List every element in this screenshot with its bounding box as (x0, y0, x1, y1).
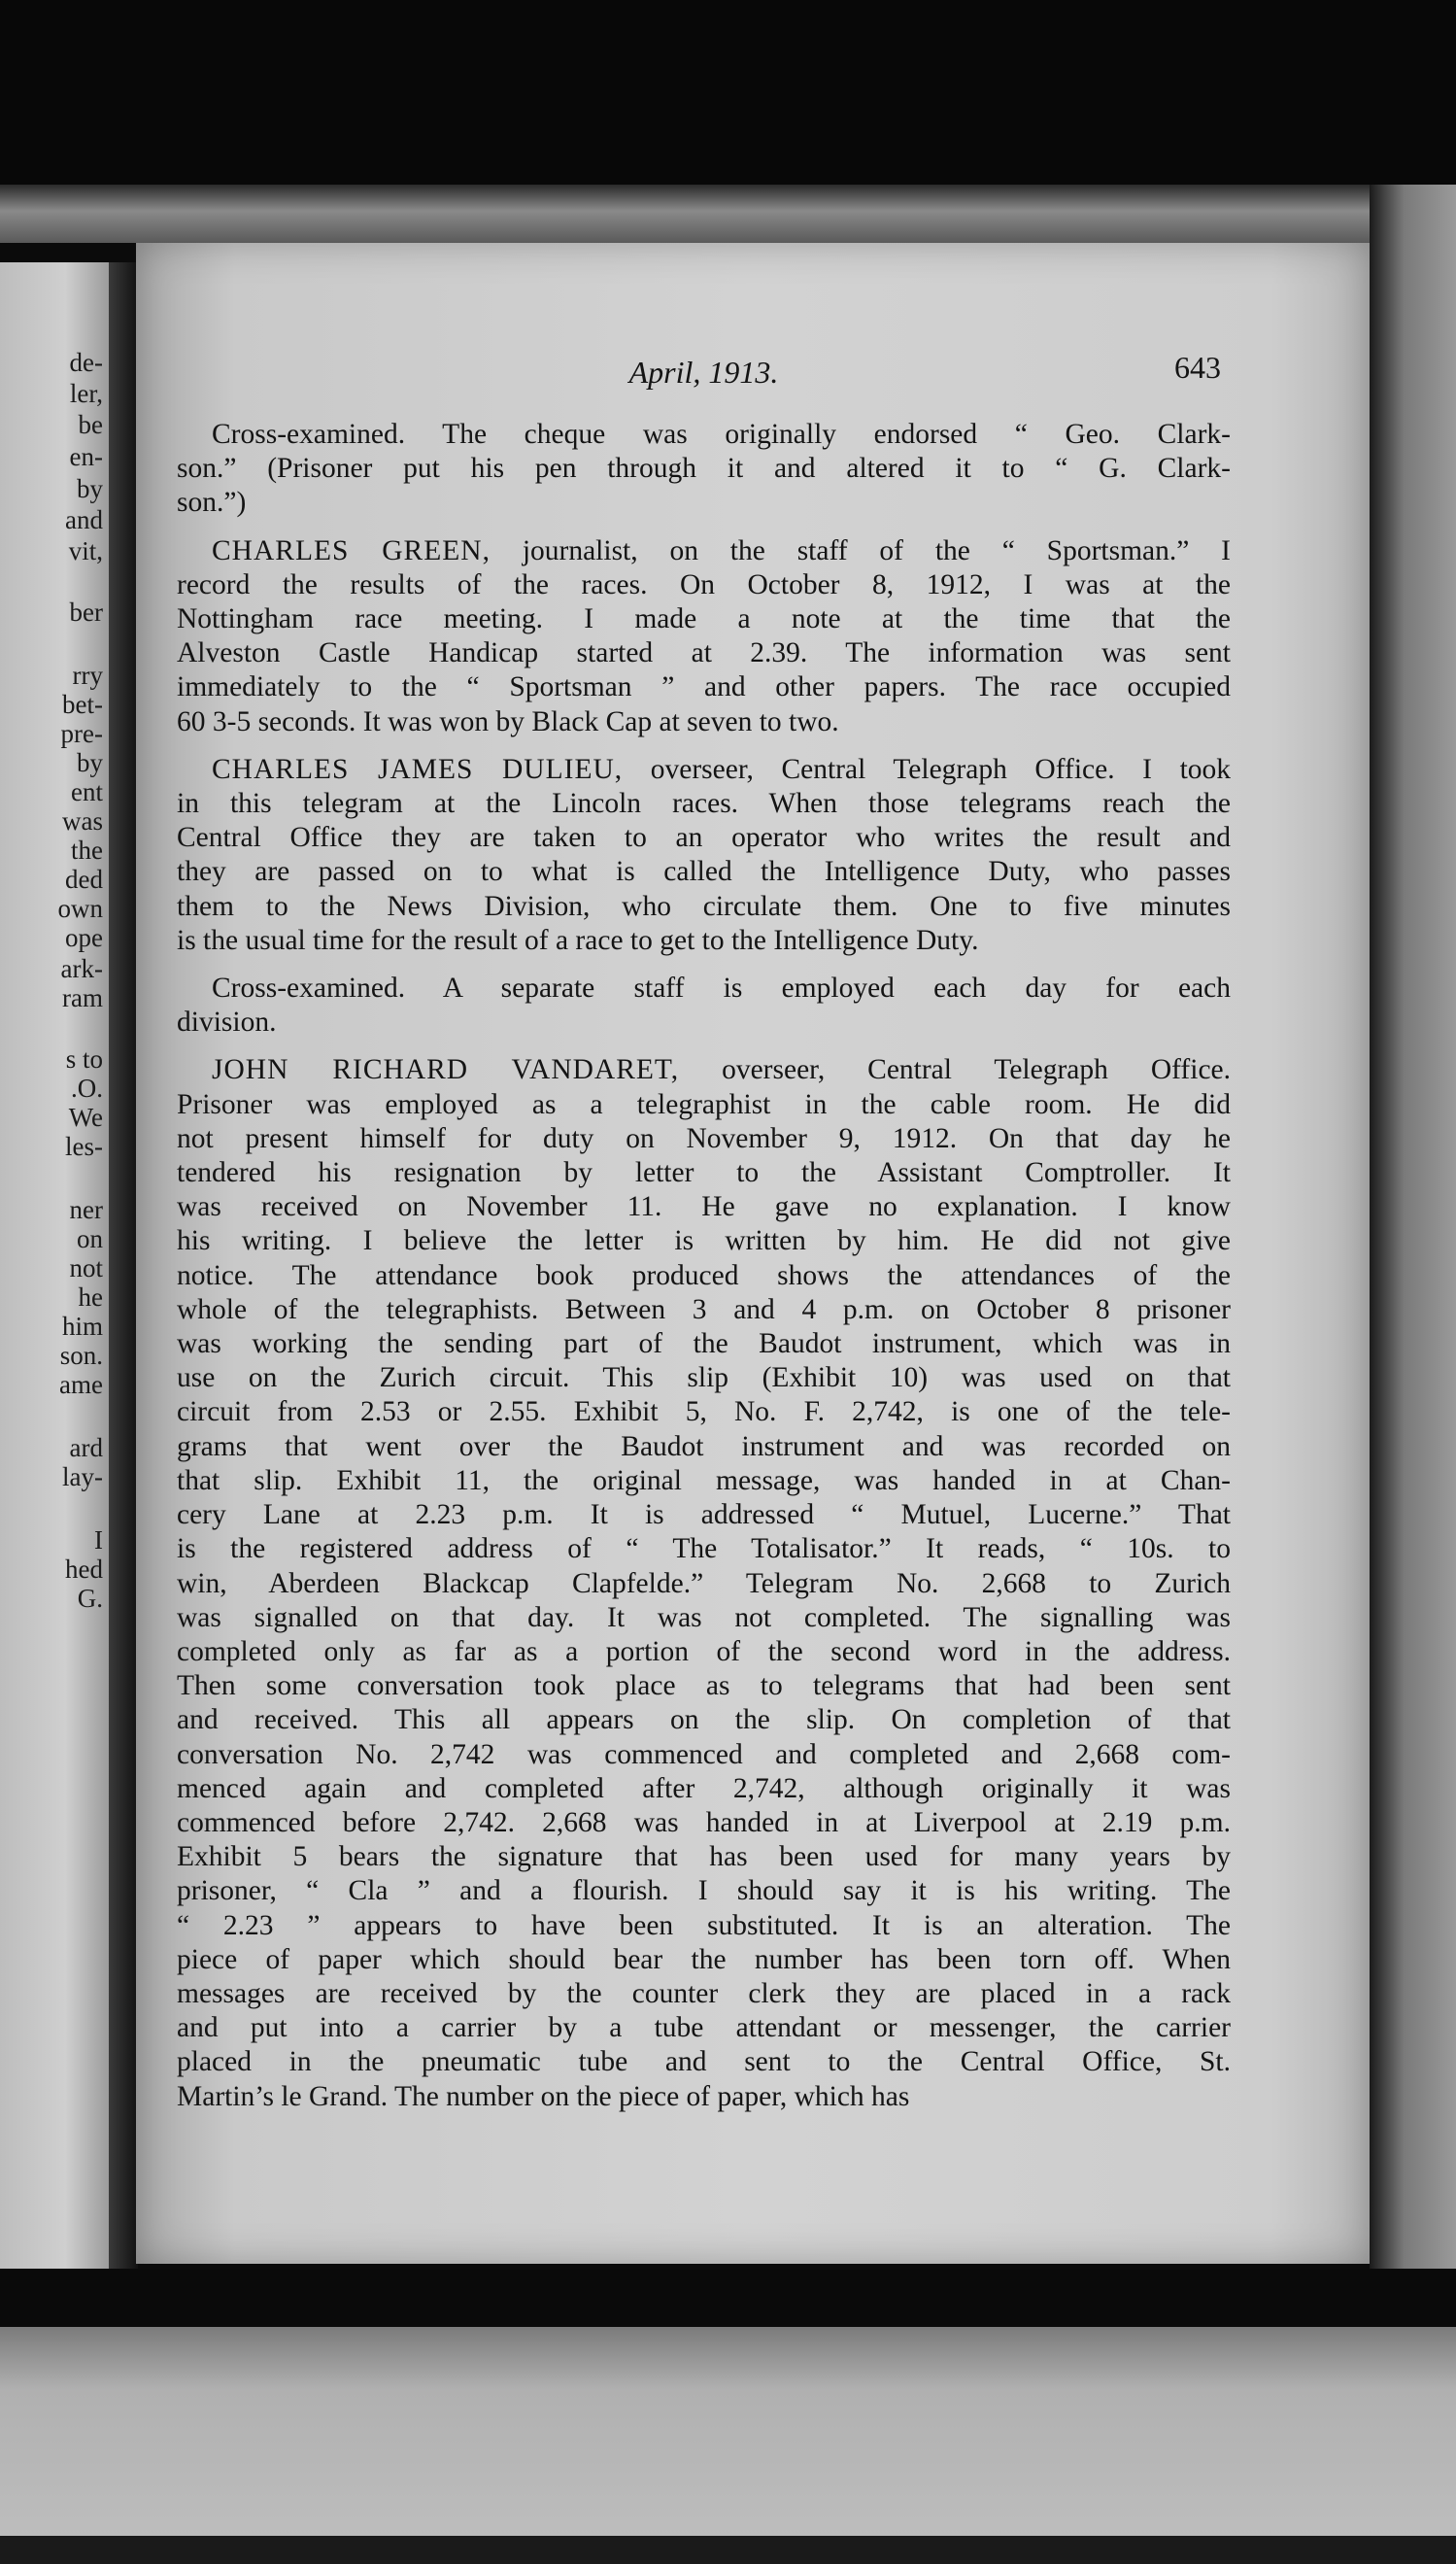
left-page-fragment: the (71, 836, 103, 865)
paragraph (177, 534, 1231, 739)
text-line: whole of the telegraphists. Between 3 and 4 p.m. on October 8 prisoner (177, 1293, 1231, 1325)
text-line (177, 534, 1231, 568)
text-line: record the results of the races. On October 8, 1912, I was at the (177, 568, 1231, 600)
line-text: journalist, on the staff of the “ Sportsman.” I (522, 534, 1232, 566)
left-page-fragment: G. (77, 1584, 103, 1613)
text-line: Cross-examined. The cheque was originally endorsed “ Geo. Clark- (212, 419, 1231, 450)
text-line: and received. This all appears on the slip. On completion of that (177, 1704, 1231, 1736)
left-page-fragment: s to (65, 1044, 103, 1074)
paragraph (177, 418, 1231, 521)
bottom-edge (0, 2536, 1456, 2564)
left-page-fragment: ber (69, 598, 103, 627)
text-line: Exhibit 5 bears the signature that has been used for many years by (177, 1841, 1231, 1873)
page-number: 643 (1174, 350, 1221, 385)
left-page-fragment: bet- (62, 690, 103, 719)
text-line: immediately to the “ Sportsman ” and other papers. The race occupied (177, 671, 1231, 703)
text-line: Cross-examined. A separate staff is employed each day for each (212, 973, 1231, 1005)
witness-name: JOHN RICHARD VANDARET, (212, 1054, 680, 1086)
left-page-fragment: he (78, 1282, 103, 1312)
text-line: Prisoner was employed as a telegraphist in the cable room. He did (177, 1088, 1231, 1120)
left-page-fragment: .O. (71, 1074, 103, 1103)
text-line: grams that went over the Baudot instrument and was recorded on (177, 1430, 1231, 1462)
text-line: his writing. I believe the letter is written by him. He did not give (177, 1225, 1231, 1257)
paragraph (177, 972, 1231, 1040)
text-line: is the usual time for the result of a race to get to the Intelligence Duty. (177, 924, 979, 956)
left-page-fragment: be (78, 410, 103, 439)
text-line: was signalled on that day. It was not completed. The signalling was (177, 1601, 1231, 1633)
left-page-fragment: ame (59, 1370, 103, 1399)
left-page-fragment: was (62, 806, 103, 836)
left-page-fragment: lay- (62, 1462, 103, 1491)
text-line: them to the News Division, who circulate them. One to five minutes (177, 890, 1231, 922)
text-line: is the registered address of “ The Totalisator.” It reads, “ 10s. to (177, 1533, 1231, 1565)
text-line: Alveston Castle Handicap started at 2.39. The information was sent (177, 637, 1231, 669)
line-text: overseer, Central Telegraph Office. I took (650, 753, 1232, 785)
text-line: they are passed on to what is called the Intelligence Duty, who passes (177, 856, 1231, 888)
text-line: Martin’s le Grand. The number on the piece of paper, which has (177, 2080, 910, 2112)
text-line: Then some conversation took place as to telegrams that had been sent (177, 1670, 1231, 1702)
right-margin-strip (1370, 185, 1456, 2322)
text-line: commenced before 2,742. 2,668 was handed in at Liverpool at 2.19 p.m. (177, 1806, 1231, 1838)
text-line: division. (177, 1007, 277, 1039)
witness-name: CHARLES GREEN, (212, 534, 491, 566)
text-line: 60 3-5 seconds. It was won by Black Cap at seven to two. (177, 705, 839, 737)
text-line: was working the sending part of the Baudot instrument, which was in (177, 1328, 1231, 1360)
left-page-fragment: and (65, 505, 103, 534)
text-line (177, 753, 1231, 787)
text-line: menced again and completed after 2,742, although originally it was (177, 1772, 1231, 1804)
book-gutter (109, 262, 138, 2269)
page-body (177, 418, 1231, 2128)
left-page-fragment: pre- (60, 719, 103, 748)
text-line: that slip. Exhibit 11, the original message, was handed in at Chan- (177, 1464, 1231, 1496)
text-line: win, Aberdeen Blackcap Clapfelde.” Telegram No. 2,668 to Zurich (177, 1567, 1231, 1599)
text-line: tendered his resignation by letter to the Assistant Comptroller. It (177, 1157, 1231, 1189)
left-page-fragment: ram (62, 983, 103, 1012)
text-line: was received on November 11. He gave no explanation. I know (177, 1191, 1231, 1223)
left-page-fragment: own (57, 894, 103, 923)
page-header (177, 350, 1231, 389)
left-page-fragment: We (68, 1103, 103, 1132)
text-line: circuit from 2.53 or 2.55. Exhibit 5, No. F. 2,742, is one of the tele- (177, 1396, 1231, 1428)
left-page-fragment: I (94, 1525, 103, 1555)
left-page-fragment: ded (65, 865, 103, 894)
left-page-fragment: en- (69, 442, 103, 471)
left-page-fragment: de- (69, 348, 103, 377)
witness-name: CHARLES JAMES DULIEU, (212, 753, 624, 785)
text-line: son.”) (177, 487, 247, 519)
text-line: notice. The attendance book produced shows the attendances of the (177, 1259, 1231, 1291)
left-page-edge (0, 262, 109, 2269)
running-title: April, 1913. (628, 355, 779, 390)
left-page-fragment: ope (65, 923, 103, 952)
bottom-dark-band (0, 2269, 1456, 2327)
left-page-fragment: not (69, 1253, 103, 1282)
text-line: messages are received by the counter clerk they are placed in a rack (177, 1977, 1231, 2009)
text-line: son.” (Prisoner put his pen through it and altered it to “ G. Clark- (177, 453, 1231, 485)
left-page-fragment: hed (65, 1555, 103, 1584)
line-text: overseer, Central Telegraph Office. (722, 1054, 1232, 1086)
left-page-fragment: ner (69, 1195, 103, 1224)
text-line: completed only as far as a portion of the second word in the address. (177, 1635, 1231, 1667)
text-line: conversation No. 2,742 was commenced and completed and 2,668 com- (177, 1738, 1231, 1770)
top-dark-band (0, 0, 1456, 185)
text-line: cery Lane at 2.23 p.m. It is addressed “ Mutuel, Lucerne.” That (177, 1499, 1231, 1531)
left-page-fragment: by (77, 748, 103, 777)
paragraph (177, 1053, 1231, 2113)
left-page-fragment: rry (72, 661, 103, 690)
left-page-fragment: him (61, 1312, 103, 1341)
left-page-fragment: ard (69, 1433, 103, 1462)
text-line: in this telegram at the Lincoln races. When those telegrams reach the (177, 788, 1231, 820)
text-line: not present himself for duty on November 9, 1912. On that day he (177, 1122, 1231, 1154)
left-page-fragment: on (77, 1224, 103, 1253)
text-line: use on the Zurich circuit. This slip (Exhibit 10) was used on that (177, 1362, 1231, 1394)
text-line: “ 2.23 ” appears to have been substituted. It is an alteration. The (177, 1909, 1231, 1941)
left-page-fragment: les- (65, 1132, 103, 1161)
text-line: and put into a carrier by a tube attendant or messenger, the carrier (177, 2012, 1231, 2044)
text-line: placed in the pneumatic tube and sent to the Central Office, St. (177, 2046, 1231, 2078)
left-page-fragment: ler, (69, 379, 103, 408)
left-page-fragment: by (77, 474, 103, 503)
left-page-fragment: vit, (68, 536, 103, 565)
text-line (177, 1053, 1231, 1087)
text-line: Nottingham race meeting. I made a note at the time that the (177, 603, 1231, 635)
text-line: Central Office they are taken to an operator who writes the result and (177, 822, 1231, 854)
text-line: piece of paper which should bear the number has been torn off. When (177, 1943, 1231, 1975)
bottom-paper-edge (0, 2327, 1456, 2536)
left-page-fragment: ent (71, 777, 103, 806)
text-line: prisoner, “ Cla ” and a flourish. I should say it is his writing. The (177, 1875, 1231, 1907)
left-page-fragment: son. (59, 1341, 103, 1370)
page-top-edge (0, 185, 1379, 243)
paragraph (177, 753, 1231, 958)
left-page-fragment: ark- (60, 954, 103, 983)
